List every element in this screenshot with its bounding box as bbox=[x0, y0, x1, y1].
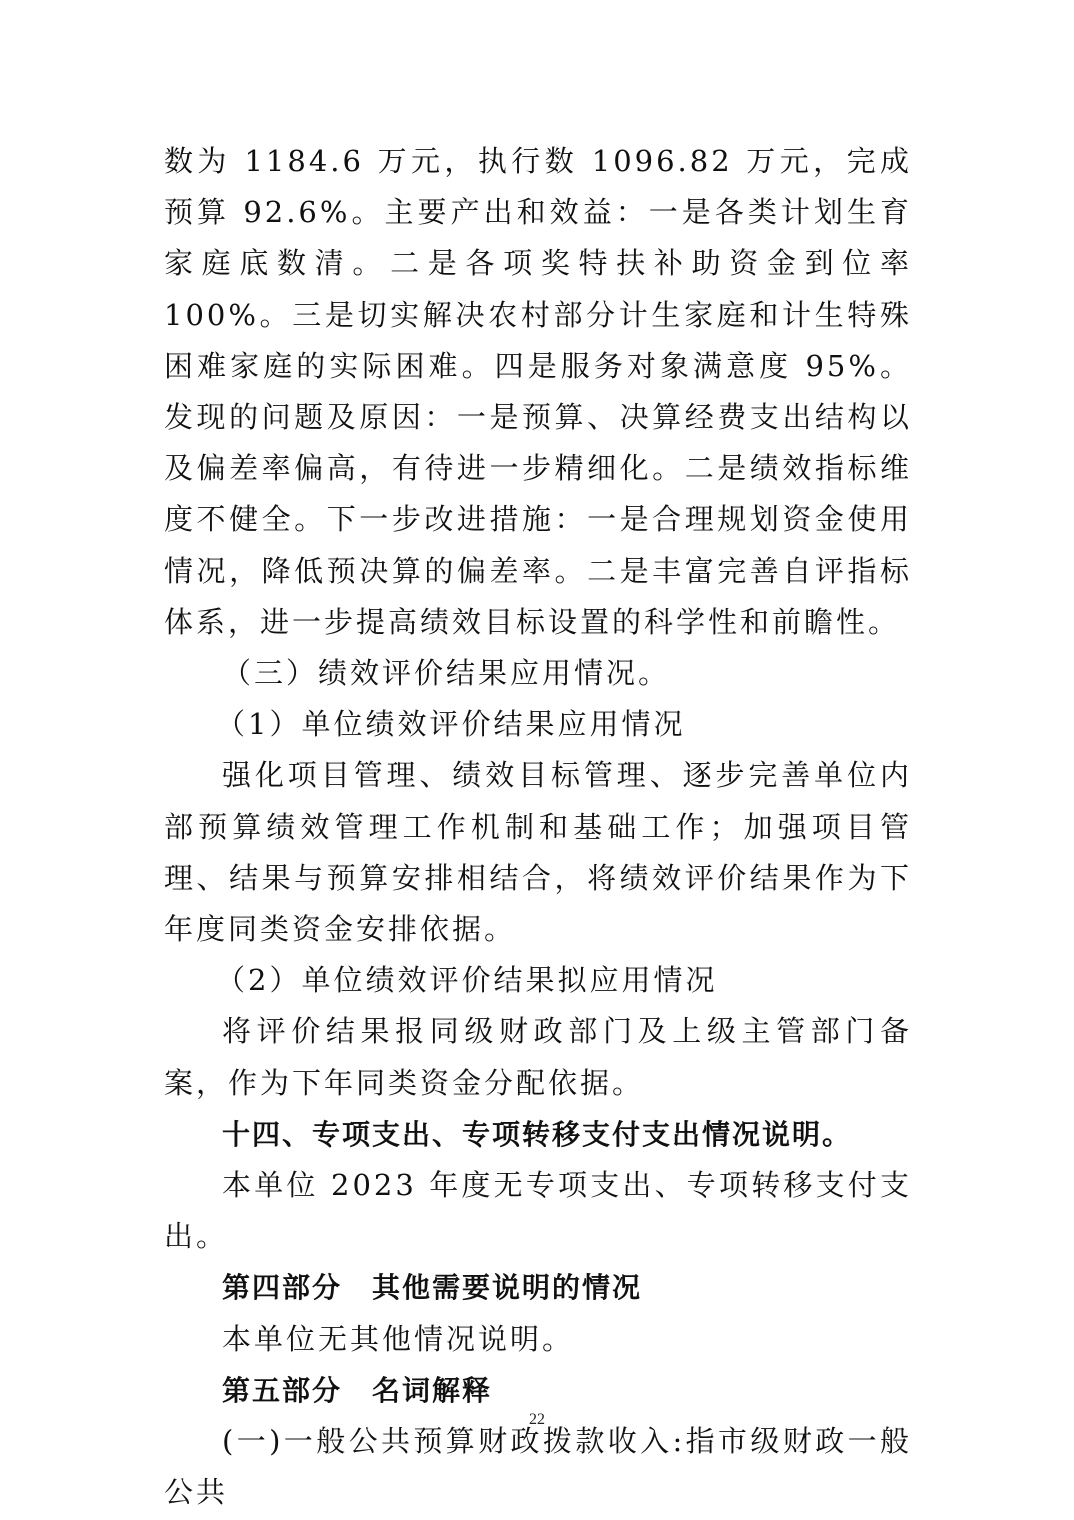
part-5-heading: 第五部分 名词解释 bbox=[222, 1373, 493, 1407]
part-5-definition-1: (一)一般公共预算财政拨款收入:指市级财政一般公共 bbox=[164, 1424, 912, 1510]
item-2-subheading: （2）单位绩效评价结果拟应用情况 bbox=[216, 963, 718, 998]
section-14-heading: 十四、专项支出、专项转移支付支出情况说明。 bbox=[222, 1117, 853, 1151]
part-4-paragraph: 本单位无其他情况说明。 bbox=[222, 1321, 575, 1356]
item-1-subheading: （1）单位绩效评价结果应用情况 bbox=[216, 707, 686, 742]
section-3-subheading: （三）绩效评价结果应用情况。 bbox=[222, 656, 671, 691]
page-body bbox=[164, 136, 912, 1518]
performance-summary-paragraph: 数为 1184.6 万元，执行数 1096.82 万元，完成预算 92.6%。主要产出和效益：一是各类计划生育家庭底数清。二是各项奖特扶补助资金到位率 100%。三是切实解决农村部分计生家庭和计生特殊困难家庭的实际困难。四是服务对象满意度 95%。发现的问题及原因：一是预算、决算经费支出结构以及偏差率偏高，有待进一步精细化。二是绩效指标维度不健全。下一步改进措施：一是合理规划资金使用情况，降低预决算的偏差率。二是丰富完善自评指标体系，进一步提高绩效目标设置的科学性和前瞻性。 bbox=[164, 144, 912, 639]
item-1-paragraph: 强化项目管理、绩效目标管理、逐步完善单位内部预算绩效管理工作机制和基础工作；加强项目管理、结果与预算安排相结合，将绩效评价结果作为下年度同类资金安排依据。 bbox=[164, 758, 912, 947]
section-14-paragraph: 本单位 2023 年度无专项支出、专项转移支付支出。 bbox=[164, 1168, 912, 1254]
page-number: 22 bbox=[529, 1411, 545, 1428]
part-4-heading: 第四部分 其他需要说明的情况 bbox=[222, 1271, 643, 1305]
item-2-paragraph: 将评价结果报同级财政部门及上级主管部门备案，作为下年同类资金分配依据。 bbox=[164, 1014, 912, 1100]
